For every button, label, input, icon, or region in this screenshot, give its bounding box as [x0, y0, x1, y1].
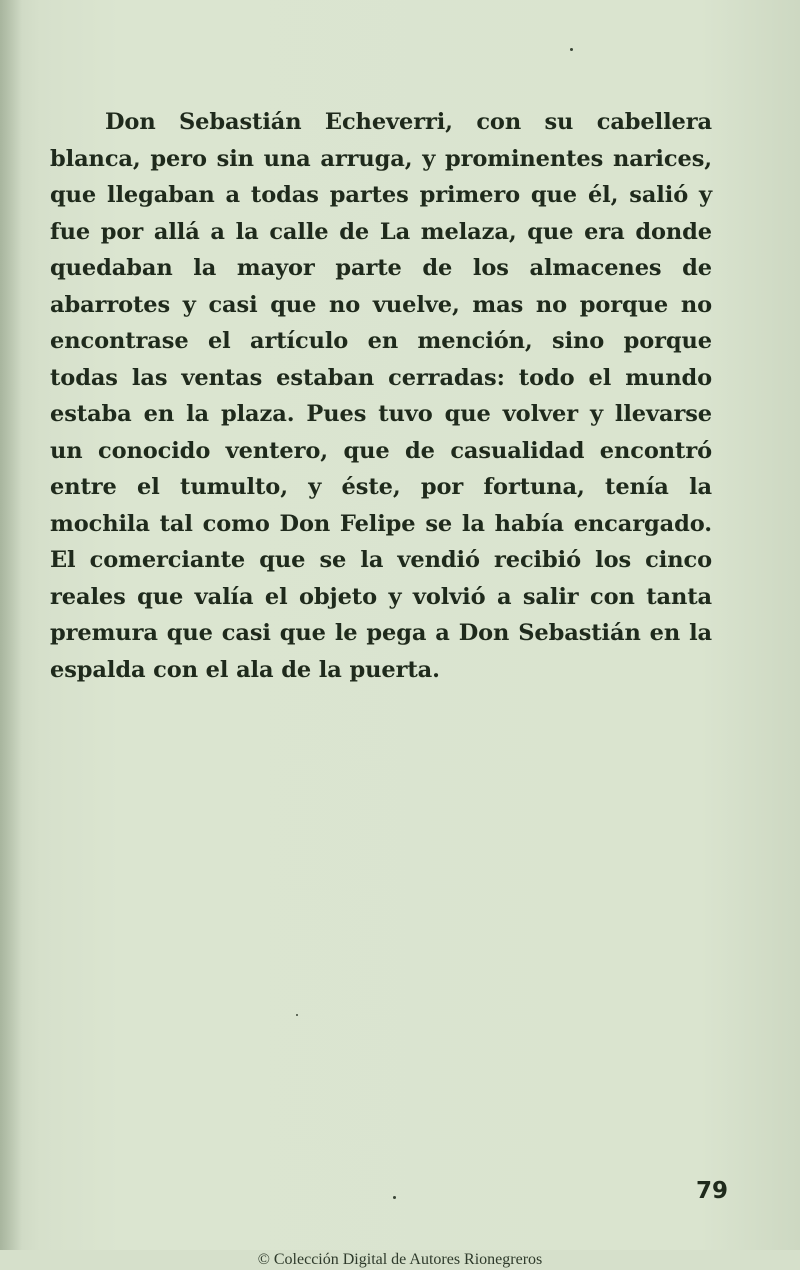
page-number: 79 — [695, 1178, 728, 1204]
body-paragraph: Don Sebastián Echeverri, con su cabellera blanca, pero sin una arruga, y prominentes narices, que llegaban a todas partes primero que él, salió y fue por allá a la calle de La melaza, que era donde quedaban la mayor parte de los almacenes de abarrotes y casi que no vuelve, mas no porque no encontrase el artículo en mención, sino porque todas las ventas estaban cerradas: todo el mundo estaba en la plaza. Pues tuvo que volver y llevarse un conocido ventero, que de casualidad encontró entre el tumulto, y éste, por fortuna, tenía la mochila tal como Don Felipe se la había encargado. El comerciante que se la vendió recibió los cinco reales que valía el objeto y volvió a salir con tanta premura que casi que le pega a Don Sebastián en la espalda con el ala de la puerta. — [50, 109, 712, 683]
gutter-shadow — [0, 0, 22, 1270]
show-through-text — [50, 645, 750, 1145]
copyright-credit: © Colección Digital de Autores Rionegreros — [0, 1250, 800, 1270]
speck — [570, 48, 573, 51]
speck — [393, 1196, 396, 1199]
speck — [296, 1014, 298, 1016]
